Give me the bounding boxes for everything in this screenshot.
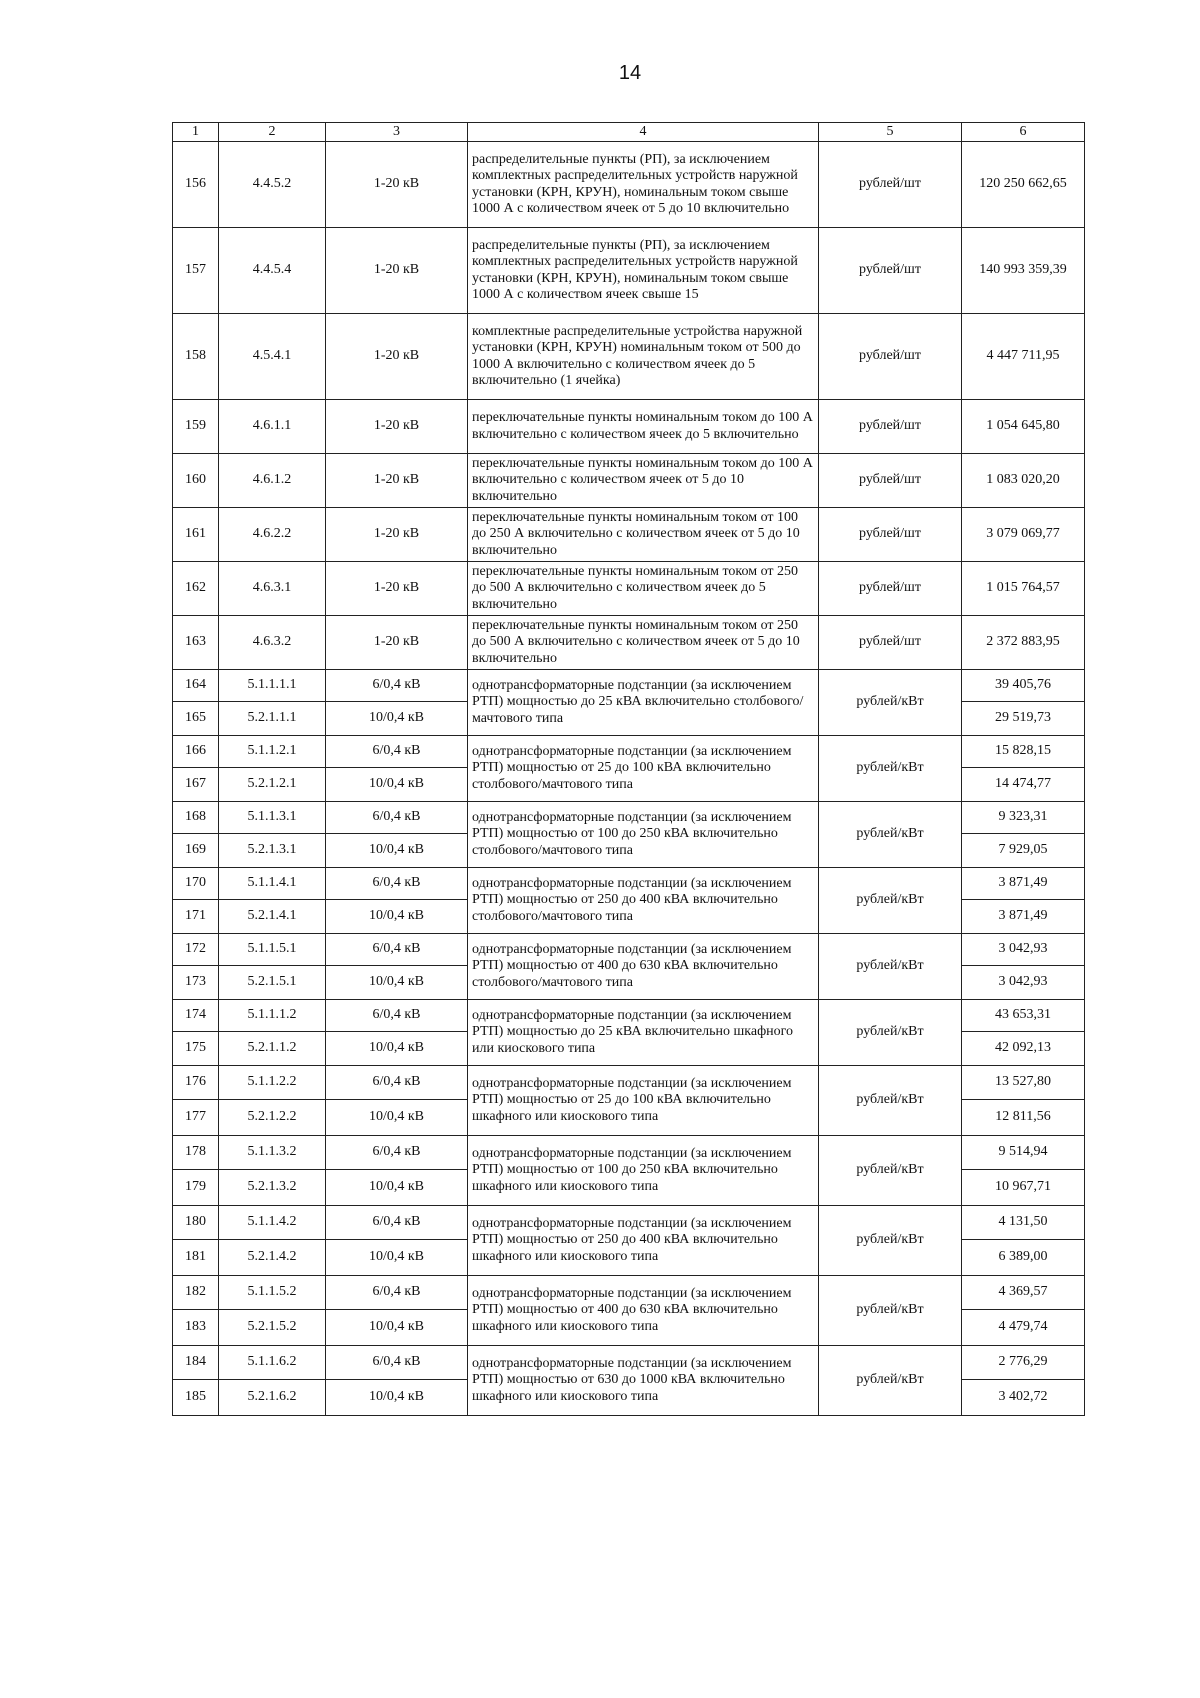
row-unit: рублей/шт bbox=[819, 314, 962, 400]
table-row bbox=[173, 228, 1085, 314]
header-cell: 3 bbox=[326, 123, 468, 142]
table-row bbox=[173, 1066, 1085, 1100]
row-code: 5.1.1.3.2 bbox=[219, 1136, 326, 1170]
row-code: 5.2.1.2.1 bbox=[219, 768, 326, 802]
row-unit: рублей/шт bbox=[819, 454, 962, 508]
table-row bbox=[173, 616, 1085, 670]
price-table bbox=[172, 122, 1085, 1416]
row-value: 3 402,72 bbox=[962, 1380, 1085, 1416]
row-number: 185 bbox=[173, 1380, 219, 1416]
row-value: 9 514,94 bbox=[962, 1136, 1085, 1170]
row-code: 5.1.1.1.1 bbox=[219, 670, 326, 702]
table-row bbox=[173, 508, 1085, 562]
table-row bbox=[173, 868, 1085, 900]
row-value: 3 079 069,77 bbox=[962, 508, 1085, 562]
row-number: 169 bbox=[173, 834, 219, 868]
row-number: 164 bbox=[173, 670, 219, 702]
row-voltage: 6/0,4 кВ bbox=[326, 1276, 468, 1310]
row-voltage: 6/0,4 кВ bbox=[326, 802, 468, 834]
table-row bbox=[173, 314, 1085, 400]
row-description: комплектные распределительные устройства наружной установки (КРН, КРУН) номинальным током от 500 до 1000 А включительно с количеством ячеек до 5 включительно (1 ячейка) bbox=[468, 314, 819, 400]
row-number: 166 bbox=[173, 736, 219, 768]
row-value: 120 250 662,65 bbox=[962, 142, 1085, 228]
row-number: 180 bbox=[173, 1206, 219, 1240]
table-row bbox=[173, 1000, 1085, 1032]
row-description: однотрансформаторные подстанции (за исключением РТП) мощностью от 400 до 630 кВА включительно шкафного или киоскового типа bbox=[468, 1276, 819, 1346]
row-value: 39 405,76 bbox=[962, 670, 1085, 702]
table-row bbox=[173, 1346, 1085, 1380]
row-code: 5.2.1.2.2 bbox=[219, 1100, 326, 1136]
row-value: 42 092,13 bbox=[962, 1032, 1085, 1066]
row-voltage: 1-20 кВ bbox=[326, 314, 468, 400]
row-number: 172 bbox=[173, 934, 219, 966]
row-description: распределительные пункты (РП), за исключением комплектных распределительных устройств наружной установки (КРН, КРУН), номинальным током свыше 1000 А с количеством ячеек свыше 15 bbox=[468, 228, 819, 314]
row-number: 158 bbox=[173, 314, 219, 400]
row-voltage: 1-20 кВ bbox=[326, 616, 468, 670]
header-cell: 6 bbox=[962, 123, 1085, 142]
row-value: 3 042,93 bbox=[962, 934, 1085, 966]
row-unit: рублей/шт bbox=[819, 508, 962, 562]
row-description: однотрансформаторные подстанции (за исключением РТП) мощностью от 25 до 100 кВА включительно шкафного или киоскового типа bbox=[468, 1066, 819, 1136]
row-number: 157 bbox=[173, 228, 219, 314]
row-voltage: 6/0,4 кВ bbox=[326, 670, 468, 702]
row-unit: рублей/кВт bbox=[819, 1000, 962, 1066]
row-code: 4.4.5.2 bbox=[219, 142, 326, 228]
row-value: 4 447 711,95 bbox=[962, 314, 1085, 400]
row-unit: рублей/шт bbox=[819, 142, 962, 228]
row-code: 4.5.4.1 bbox=[219, 314, 326, 400]
row-value: 7 929,05 bbox=[962, 834, 1085, 868]
row-value: 4 131,50 bbox=[962, 1206, 1085, 1240]
table-row bbox=[173, 1276, 1085, 1310]
row-number: 160 bbox=[173, 454, 219, 508]
row-description: переключательные пункты номинальным током от 100 до 250 А включительно с количеством ячеек от 5 до 10 включительно bbox=[468, 508, 819, 562]
row-voltage: 1-20 кВ bbox=[326, 562, 468, 616]
row-voltage: 6/0,4 кВ bbox=[326, 1066, 468, 1100]
table-row bbox=[173, 454, 1085, 508]
row-voltage: 6/0,4 кВ bbox=[326, 736, 468, 768]
row-voltage: 6/0,4 кВ bbox=[326, 1136, 468, 1170]
row-description: однотрансформаторные подстанции (за исключением РТП) мощностью от 250 до 400 кВА включительно столбового/мачтового типа bbox=[468, 868, 819, 934]
row-code: 5.1.1.5.2 bbox=[219, 1276, 326, 1310]
row-voltage: 10/0,4 кВ bbox=[326, 768, 468, 802]
row-voltage: 6/0,4 кВ bbox=[326, 868, 468, 900]
row-number: 168 bbox=[173, 802, 219, 834]
row-code: 5.1.1.1.2 bbox=[219, 1000, 326, 1032]
row-unit: рублей/кВт bbox=[819, 802, 962, 868]
row-voltage: 6/0,4 кВ bbox=[326, 1000, 468, 1032]
row-voltage: 1-20 кВ bbox=[326, 508, 468, 562]
row-value: 140 993 359,39 bbox=[962, 228, 1085, 314]
row-number: 174 bbox=[173, 1000, 219, 1032]
price-table-body bbox=[173, 123, 1085, 1416]
row-code: 5.1.1.2.1 bbox=[219, 736, 326, 768]
row-code: 5.1.1.2.2 bbox=[219, 1066, 326, 1100]
row-code: 5.2.1.1.1 bbox=[219, 702, 326, 736]
row-value: 3 871,49 bbox=[962, 900, 1085, 934]
row-description: переключательные пункты номинальным током от 250 до 500 А включительно с количеством ячеек от 5 до 10 включительно bbox=[468, 616, 819, 670]
row-description: однотрансформаторные подстанции (за исключением РТП) мощностью от 250 до 400 кВА включительно шкафного или киоскового типа bbox=[468, 1206, 819, 1276]
row-number: 161 bbox=[173, 508, 219, 562]
row-voltage: 10/0,4 кВ bbox=[326, 1310, 468, 1346]
table-row bbox=[173, 736, 1085, 768]
row-number: 183 bbox=[173, 1310, 219, 1346]
row-voltage: 10/0,4 кВ bbox=[326, 1380, 468, 1416]
row-voltage: 6/0,4 кВ bbox=[326, 934, 468, 966]
table-row bbox=[173, 400, 1085, 454]
row-code: 5.2.1.1.2 bbox=[219, 1032, 326, 1066]
row-number: 182 bbox=[173, 1276, 219, 1310]
row-value: 10 967,71 bbox=[962, 1170, 1085, 1206]
row-description: однотрансформаторные подстанции (за исключением РТП) мощностью до 25 кВА включительно столбового/мачтового типа bbox=[468, 670, 819, 736]
table-row bbox=[173, 142, 1085, 228]
row-number: 177 bbox=[173, 1100, 219, 1136]
row-description: распределительные пункты (РП), за исключением комплектных распределительных устройств наружной установки (КРН, КРУН), номинальным током свыше 1000 А с количеством ячеек от 5 до 10 включительно bbox=[468, 142, 819, 228]
row-value: 4 369,57 bbox=[962, 1276, 1085, 1310]
row-unit: рублей/кВт bbox=[819, 868, 962, 934]
row-number: 179 bbox=[173, 1170, 219, 1206]
row-voltage: 10/0,4 кВ bbox=[326, 702, 468, 736]
row-voltage: 10/0,4 кВ bbox=[326, 1032, 468, 1066]
row-value: 1 054 645,80 bbox=[962, 400, 1085, 454]
row-number: 173 bbox=[173, 966, 219, 1000]
header-cell: 5 bbox=[819, 123, 962, 142]
row-voltage: 10/0,4 кВ bbox=[326, 900, 468, 934]
row-unit: рублей/кВт bbox=[819, 1206, 962, 1276]
row-number: 184 bbox=[173, 1346, 219, 1380]
row-description: однотрансформаторные подстанции (за исключением РТП) мощностью от 100 до 250 кВА включительно шкафного или киоскового типа bbox=[468, 1136, 819, 1206]
row-description: переключательные пункты номинальным током до 100 А включительно с количеством ячеек от 5 до 10 включительно bbox=[468, 454, 819, 508]
row-code: 4.6.2.2 bbox=[219, 508, 326, 562]
row-voltage: 1-20 кВ bbox=[326, 228, 468, 314]
row-number: 163 bbox=[173, 616, 219, 670]
row-number: 181 bbox=[173, 1240, 219, 1276]
row-value: 29 519,73 bbox=[962, 702, 1085, 736]
row-voltage: 6/0,4 кВ bbox=[326, 1346, 468, 1380]
row-number: 156 bbox=[173, 142, 219, 228]
row-value: 3 042,93 bbox=[962, 966, 1085, 1000]
row-number: 162 bbox=[173, 562, 219, 616]
row-value: 1 083 020,20 bbox=[962, 454, 1085, 508]
row-unit: рублей/кВт bbox=[819, 1136, 962, 1206]
row-voltage: 10/0,4 кВ bbox=[326, 834, 468, 868]
row-unit: рублей/шт bbox=[819, 616, 962, 670]
row-value: 4 479,74 bbox=[962, 1310, 1085, 1346]
row-voltage: 10/0,4 кВ bbox=[326, 1100, 468, 1136]
row-number: 176 bbox=[173, 1066, 219, 1100]
row-value: 9 323,31 bbox=[962, 802, 1085, 834]
row-value: 2 372 883,95 bbox=[962, 616, 1085, 670]
row-unit: рублей/шт bbox=[819, 562, 962, 616]
row-code: 5.2.1.5.2 bbox=[219, 1310, 326, 1346]
row-description: однотрансформаторные подстанции (за исключением РТП) мощностью от 630 до 1000 кВА включительно шкафного или киоскового типа bbox=[468, 1346, 819, 1416]
row-unit: рублей/кВт bbox=[819, 736, 962, 802]
row-voltage: 6/0,4 кВ bbox=[326, 1206, 468, 1240]
row-voltage: 1-20 кВ bbox=[326, 454, 468, 508]
row-code: 4.6.3.2 bbox=[219, 616, 326, 670]
row-code: 4.6.1.1 bbox=[219, 400, 326, 454]
row-value: 14 474,77 bbox=[962, 768, 1085, 802]
row-description: однотрансформаторные подстанции (за исключением РТП) мощностью от 100 до 250 кВА включительно столбового/мачтового типа bbox=[468, 802, 819, 868]
row-unit: рублей/шт bbox=[819, 400, 962, 454]
table-row bbox=[173, 1206, 1085, 1240]
row-value: 43 653,31 bbox=[962, 1000, 1085, 1032]
row-value: 3 871,49 bbox=[962, 868, 1085, 900]
row-number: 175 bbox=[173, 1032, 219, 1066]
row-number: 165 bbox=[173, 702, 219, 736]
row-unit: рублей/кВт bbox=[819, 1276, 962, 1346]
row-voltage: 1-20 кВ bbox=[326, 142, 468, 228]
row-code: 5.1.1.3.1 bbox=[219, 802, 326, 834]
row-code: 5.2.1.4.2 bbox=[219, 1240, 326, 1276]
table-header-row bbox=[173, 123, 1085, 142]
row-code: 5.2.1.3.1 bbox=[219, 834, 326, 868]
row-value: 15 828,15 bbox=[962, 736, 1085, 768]
row-unit: рублей/кВт bbox=[819, 934, 962, 1000]
row-code: 4.6.3.1 bbox=[219, 562, 326, 616]
row-code: 5.2.1.3.2 bbox=[219, 1170, 326, 1206]
row-code: 4.4.5.4 bbox=[219, 228, 326, 314]
row-voltage: 10/0,4 кВ bbox=[326, 1170, 468, 1206]
row-code: 4.6.1.2 bbox=[219, 454, 326, 508]
header-cell: 2 bbox=[219, 123, 326, 142]
row-code: 5.2.1.5.1 bbox=[219, 966, 326, 1000]
row-number: 167 bbox=[173, 768, 219, 802]
row-voltage: 10/0,4 кВ bbox=[326, 966, 468, 1000]
row-value: 6 389,00 bbox=[962, 1240, 1085, 1276]
table-row bbox=[173, 670, 1085, 702]
row-code: 5.2.1.6.2 bbox=[219, 1380, 326, 1416]
row-unit: рублей/кВт bbox=[819, 670, 962, 736]
table-row bbox=[173, 1136, 1085, 1170]
row-code: 5.2.1.4.1 bbox=[219, 900, 326, 934]
row-code: 5.1.1.4.2 bbox=[219, 1206, 326, 1240]
row-code: 5.1.1.5.1 bbox=[219, 934, 326, 966]
row-number: 159 bbox=[173, 400, 219, 454]
row-value: 12 811,56 bbox=[962, 1100, 1085, 1136]
row-value: 13 527,80 bbox=[962, 1066, 1085, 1100]
row-unit: рублей/шт bbox=[819, 228, 962, 314]
row-number: 178 bbox=[173, 1136, 219, 1170]
row-description: переключательные пункты номинальным током до 100 А включительно с количеством ячеек до 5 включительно bbox=[468, 400, 819, 454]
table-row bbox=[173, 802, 1085, 834]
page-number: 14 bbox=[618, 62, 642, 84]
row-code: 5.1.1.4.1 bbox=[219, 868, 326, 900]
header-cell: 4 bbox=[468, 123, 819, 142]
row-description: однотрансформаторные подстанции (за исключением РТП) мощностью до 25 кВА включительно шкафного или киоскового типа bbox=[468, 1000, 819, 1066]
row-value: 2 776,29 bbox=[962, 1346, 1085, 1380]
row-number: 171 bbox=[173, 900, 219, 934]
row-number: 170 bbox=[173, 868, 219, 900]
row-description: однотрансформаторные подстанции (за исключением РТП) мощностью от 25 до 100 кВА включительно столбового/мачтового типа bbox=[468, 736, 819, 802]
row-voltage: 1-20 кВ bbox=[326, 400, 468, 454]
row-value: 1 015 764,57 bbox=[962, 562, 1085, 616]
row-code: 5.1.1.6.2 bbox=[219, 1346, 326, 1380]
row-description: переключательные пункты номинальным током от 250 до 500 А включительно с количеством ячеек до 5 включительно bbox=[468, 562, 819, 616]
row-unit: рублей/кВт bbox=[819, 1346, 962, 1416]
row-unit: рублей/кВт bbox=[819, 1066, 962, 1136]
row-voltage: 10/0,4 кВ bbox=[326, 1240, 468, 1276]
table-row bbox=[173, 934, 1085, 966]
header-cell: 1 bbox=[173, 123, 219, 142]
table-row bbox=[173, 562, 1085, 616]
row-description: однотрансформаторные подстанции (за исключением РТП) мощностью от 400 до 630 кВА включительно столбового/мачтового типа bbox=[468, 934, 819, 1000]
